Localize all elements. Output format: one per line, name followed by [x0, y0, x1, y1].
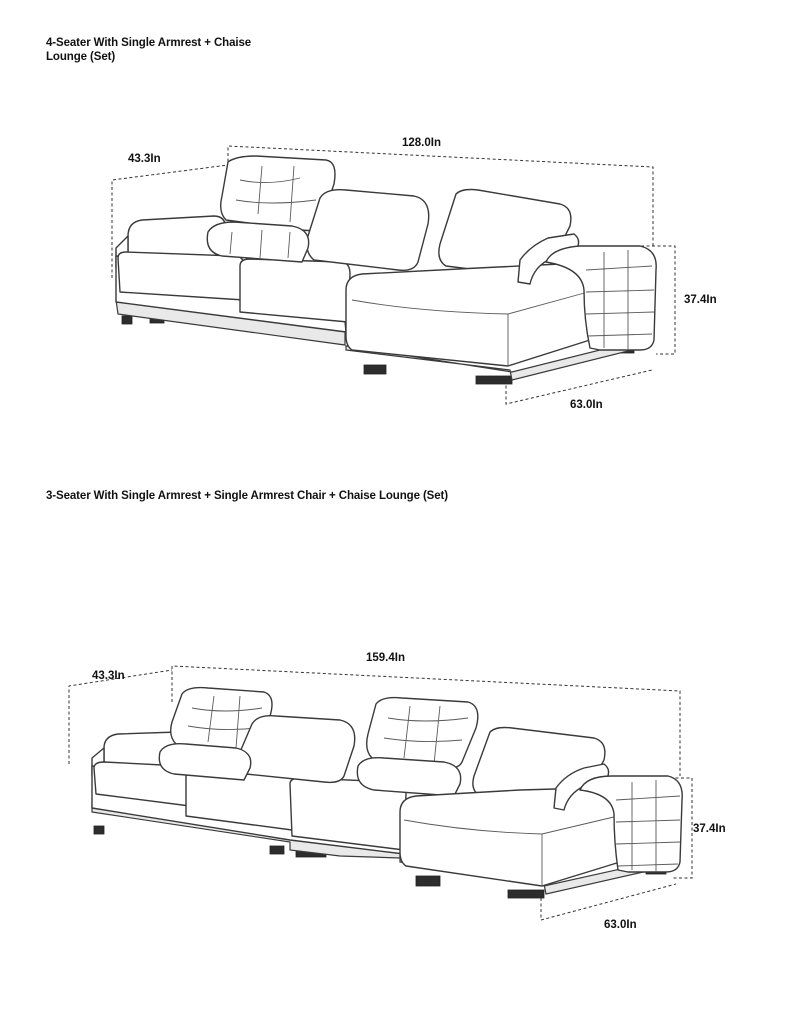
height-label: 37.4In	[693, 823, 726, 835]
panel-title: 3-Seater With Single Armrest + Single Armrest Chair + Chaise Lounge (Set)	[46, 490, 449, 502]
width-label: 128.0In	[402, 137, 441, 149]
height-label: 37.4In	[684, 294, 717, 306]
product-panel-4-seater	[0, 0, 790, 470]
product-panel-3-seater	[0, 470, 790, 1011]
width-label: 159.4In	[366, 652, 405, 664]
depth-label: 43.3In	[92, 670, 125, 682]
depth-label: 43.3In	[128, 153, 161, 165]
panel-title: 4-Seater With Single Armrest + Chaise Lounge (Set)	[46, 37, 252, 63]
sofa-dimension-drawing	[0, 470, 790, 1011]
sofa-illustration	[92, 688, 682, 898]
sofa-dimension-drawing	[0, 0, 790, 470]
chaise-depth-label: 63.0In	[604, 919, 637, 931]
chaise-depth-label: 63.0In	[570, 399, 603, 411]
sofa-illustration	[116, 156, 656, 384]
